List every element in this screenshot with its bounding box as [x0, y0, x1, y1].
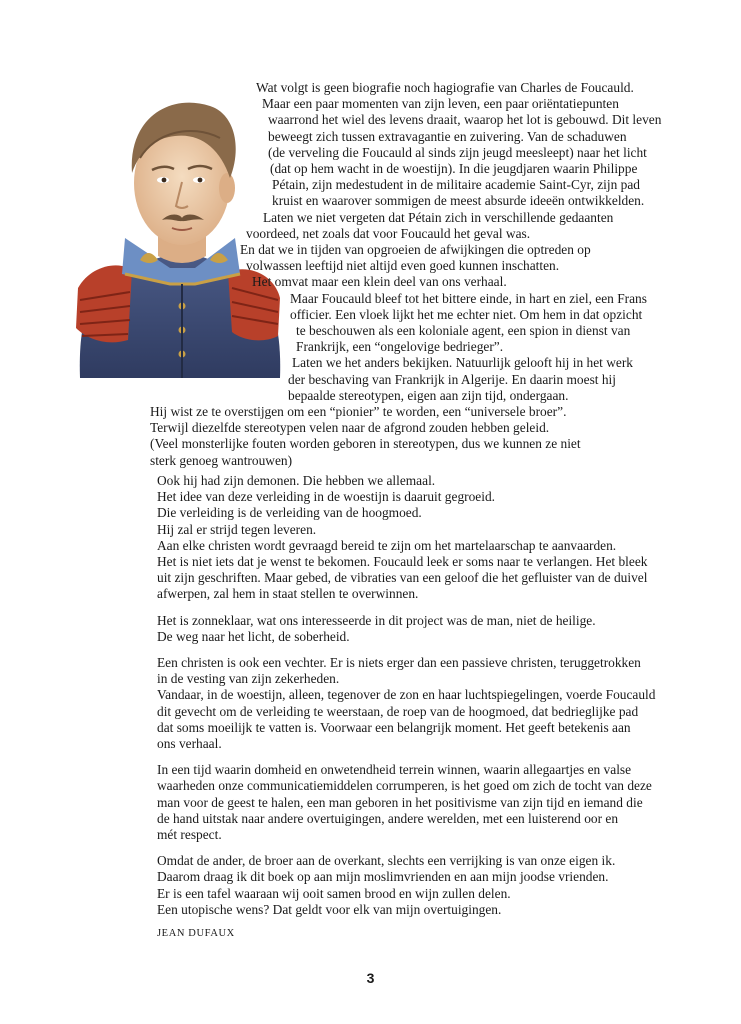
- paragraph-line: Het is zonneklaar, wat ons interesseerde in dit project was de man, niet de heilige.: [157, 612, 596, 628]
- paragraph-line: Een utopische wens? Dat geldt voor elk van mijn overtuigingen.: [157, 901, 502, 917]
- intro-line: Maar een paar momenten van zijn leven, een paar oriëntatiepunten: [262, 96, 619, 112]
- intro-line: kruist en waarover sommigen de meest absurde ideeën ontwikkelden.: [272, 193, 645, 209]
- intro-line: Terwijl diezelfde stereotypen velen naar de afgrond zouden hebben geleid.: [150, 420, 550, 436]
- paragraph: [157, 655, 657, 752]
- intro-line: waarrond het wiel des levens draait, waarop het lot is gebouwd. Dit leven: [268, 112, 662, 128]
- intro-line: voordeed, net zoals dat voor Foucauld het geval was.: [246, 225, 531, 241]
- intro-line: der beschaving van Frankrijk in Algerije. En daarin moest hij: [288, 371, 616, 387]
- intro-line: Wat volgt is geen biografie noch hagiografie van Charles de Foucauld.: [256, 80, 634, 95]
- intro-line: Het omvat maar een klein deel van ons verhaal.: [252, 274, 507, 290]
- paragraph: [157, 762, 657, 843]
- intro-line: Hij wist ze te overstijgen om een “pionier” te worden, een “universele broer”.: [150, 404, 567, 420]
- intro-line: Laten we niet vergeten dat Pétain zich in verschillende gedaanten: [263, 209, 614, 225]
- paragraph-line: Die verleiding is de verleiding van de hoogmoed.: [157, 505, 422, 521]
- intro-line: sterk genoeg wantrouwen): [150, 452, 293, 468]
- paragraph-line: afwerpen, zal hem in staat stellen te overwinnen.: [157, 586, 419, 602]
- intro-line: En dat we in tijden van opgroeien de afwijkingen die optreden op: [240, 242, 591, 258]
- paragraph-line: Vandaar, in de woestijn, alleen, tegenover de zon en haar luchtspiegelingen, voerde Foucauld: [157, 687, 656, 703]
- paragraph-line: Hij zal er strijd tegen leveren.: [157, 521, 317, 537]
- paragraph-line: dat soms moeilijk te vatten is. Voorwaar een belangrijk moment. Het geeft betekenis aan: [157, 719, 631, 735]
- intro-line: bepaalde stereotypen, eigen aan zijn tijd, ondergaan.: [288, 387, 569, 403]
- intro-line: (Veel monsterlijke fouten worden geboren in stereotypen, dus we kunnen ze niet: [150, 436, 581, 452]
- paragraph: [157, 853, 657, 918]
- paragraph-line: Aan elke christen wordt gevraagd bereid te zijn om het martelaarschap te aanvaarden.: [157, 537, 617, 553]
- paragraph-line: Het idee van deze verleiding in de woestijn is daaruit gegroeid.: [157, 489, 495, 505]
- paragraph-line: de hand uitstak naar andere overtuigingen, andere werelden, met een luisterend oor en: [157, 810, 619, 826]
- page-number: 3: [366, 970, 375, 986]
- intro-line: Maar Foucauld bleef tot het bittere einde, in hart en ziel, een Frans: [290, 290, 647, 306]
- paragraph-line: Het is niet iets dat je wenst te bekomen. Foucauld leek er soms naar te verlangen. Het bleek: [157, 554, 648, 570]
- intro-line: te beschouwen als een koloniale agent, een spion in dienst van: [296, 323, 631, 339]
- paragraph-line: man voor de geest te halen, een man geboren in het positivisme van zijn tijd en iemand die: [157, 794, 643, 810]
- paragraph: [157, 473, 657, 603]
- intro-line: officier. Een vloek lijkt het me echter niet. Om hem in dat opzicht: [290, 306, 643, 322]
- paragraph-line: Daarom draag ik dit boek op aan mijn moslimvrienden en aan mijn joodse vrienden.: [157, 869, 609, 885]
- paragraph-line: Ook hij had zijn demonen. Die hebben we allemaal.: [157, 473, 436, 488]
- intro-line: beweegt zich tussen extravagantie en zuivering. Van de schaduwen: [268, 128, 627, 144]
- intro-line: (de verveling die Foucauld al sinds zijn jeugd meesleept) naar het licht: [268, 144, 647, 160]
- paragraph-line: uit zijn geschriften. Maar gebed, de vibraties van een geloof die het gefluister van de duivel: [157, 570, 648, 586]
- paragraph-line: In een tijd waarin domheid en onwetendheid terrein winnen, waarin allegaartjes en valse: [157, 762, 632, 778]
- intro-line: (dat op hem wacht in de woestijn). In die jeugdjaren waarin Philippe: [270, 161, 638, 177]
- paragraph-line: Omdat de ander, de broer aan de overkant, slechts een verrijking is van onze eigen ik.: [157, 853, 616, 869]
- intro-line: Pétain, zijn medestudent in de militaire academie Saint-Cyr, zijn pad: [272, 177, 640, 193]
- intro-text: [150, 80, 662, 469]
- paragraph-line: De weg naar het licht, de soberheid.: [157, 628, 350, 644]
- paragraph-line: Een christen is ook een vechter. Er is niets erger dan een passieve christen, teruggetrokken: [157, 655, 641, 671]
- paragraph-line: in de vesting van zijn zekerheden.: [157, 671, 340, 687]
- paragraph-line: ons verhaal.: [157, 736, 222, 752]
- paragraph: [157, 613, 657, 645]
- paragraph-line: mét respect.: [157, 827, 222, 843]
- intro-line: Frankrijk, een “ongelovige bedrieger”.: [296, 339, 504, 355]
- author-signature: JEAN DUFAUX: [157, 928, 235, 940]
- paragraph-line: waarheden onze communicatiemiddelen corrumperen, is het goed om zich de tocht van deze: [157, 778, 652, 794]
- intro-line: Laten we het anders bekijken. Natuurlijk gelooft hij in het werk: [292, 355, 633, 371]
- body-text: [157, 473, 657, 939]
- paragraph-line: dit gevecht om de verleiding te weerstaan, de roep van de hoogmoed, dat bedrieglijke pad: [157, 703, 639, 719]
- intro-line: volwassen leeftijd niet altijd even goed kunnen inschatten.: [246, 258, 560, 274]
- paragraph-line: Er is een tafel waaraan wij ooit samen brood en wijn zullen delen.: [157, 885, 511, 901]
